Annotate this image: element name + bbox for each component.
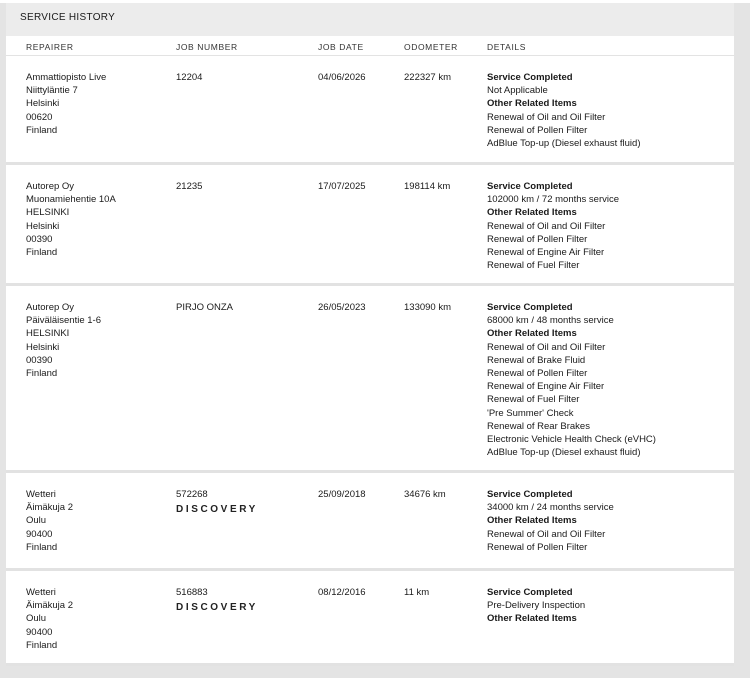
related-item: Renewal of Engine Air Filter [487,247,605,259]
table-body [6,56,734,666]
related-items-heading: Other Related Items [487,613,577,625]
service-completed-heading: Service Completed [487,587,573,598]
odometer-cell [404,71,487,84]
service-history-panel [6,3,734,660]
repairer-address-line: 00390 [26,354,53,366]
service-completed-value: 102000 km / 72 months service [487,194,620,206]
repairer-address-line: 90400 [26,626,53,638]
service-completed-value: Not Applicable [487,85,548,97]
job-number-cell [176,488,318,516]
details-cell [487,71,732,150]
repairer-address-line: 00390 [26,233,53,245]
job-date: 25/09/2018 [318,489,366,500]
repairer-address-line: HELSINKI [26,207,70,219]
job-number-cell [176,180,318,193]
job-number: PIRJO ONZA [176,302,234,313]
table-row [6,571,734,666]
job-number: 516883 [176,587,208,598]
repairer-address-line: Oulu [26,613,47,625]
odometer-cell [404,586,487,599]
header-details: DETAILS [487,42,526,52]
service-completed-heading: Service Completed [487,72,573,83]
details-cell [487,180,732,272]
repairer-address-line: Oulu [26,515,47,527]
related-item: Renewal of Pollen Filter [487,124,588,136]
job-date-cell [318,586,404,599]
job-number: 12204 [176,72,203,83]
job-number: 572268 [176,489,208,500]
odometer-cell [404,488,487,501]
header-odometer: ODOMETER [404,42,458,52]
related-item: Renewal of Oil and Oil Filter [487,220,606,232]
table-row [6,286,734,473]
repairer-address-line: Wetteri [26,587,56,598]
repairer-address-line: Päiväläisentie 1-6 [26,315,101,327]
service-completed-heading: Service Completed [487,181,573,192]
details-cell [487,488,732,554]
repairer-cell [26,71,176,137]
table-header [6,36,734,56]
related-item: Renewal of Fuel Filter [487,394,580,406]
job-date: 08/12/2016 [318,587,366,598]
job-number-cell [176,586,318,614]
related-item: 'Pre Summer' Check [487,407,574,419]
header-job-number: JOB NUMBER [176,42,238,52]
repairer-address-line: 90400 [26,528,53,540]
job-date: 17/07/2025 [318,181,366,192]
repairer-address-line: Ammattiopisto Live [26,72,107,83]
section-title: SERVICE HISTORY [20,12,116,23]
job-date-cell [318,488,404,501]
job-date: 26/05/2023 [318,302,366,313]
repairer-address-line: Helsinki [26,341,60,353]
odometer-reading: 133090 km [404,302,452,313]
header-job-date: JOB DATE [318,42,364,52]
job-date-cell [318,180,404,193]
odometer-reading: 198114 km [404,181,451,192]
table-row [6,165,734,286]
repairer-address-line: Muonamiehentie 10A [26,194,116,206]
job-number-cell [176,71,318,84]
odometer-cell [404,301,487,314]
related-item: AdBlue Top-up (Diesel exhaust fluid) [487,138,641,150]
details-cell [487,586,732,626]
related-item: Renewal of Oil and Oil Filter [487,528,606,540]
repairer-address-line: Niittyläntie 7 [26,85,78,97]
table-row [6,56,734,165]
header-repairer: REPAIRER [26,42,74,52]
repairer-address-line: Helsinki [26,98,60,110]
job-number-cell [176,301,318,314]
repairer-address-line: HELSINKI [26,328,70,340]
job-date-cell [318,71,404,84]
brand-logo: DISCOVERY [176,504,258,516]
related-items-heading: Other Related Items [487,98,577,110]
details-cell [487,301,732,459]
related-item: Renewal of Brake Fluid [487,354,586,366]
related-item: Renewal of Oil and Oil Filter [487,111,606,123]
related-item: Renewal of Pollen Filter [487,233,588,245]
repairer-address-line: Finland [26,541,58,553]
repairer-address-line: Finland [26,368,58,380]
related-items-heading: Other Related Items [487,515,577,527]
odometer-reading: 222327 km [404,72,452,83]
job-date-cell [318,301,404,314]
repairer-address-line: Autorep Oy [26,181,75,192]
related-item: Renewal of Rear Brakes [487,420,590,432]
repairer-cell [26,488,176,554]
repairer-cell [26,180,176,259]
related-item: Renewal of Engine Air Filter [487,381,605,393]
related-items-heading: Other Related Items [487,207,577,219]
related-item: Renewal of Pollen Filter [487,368,588,380]
related-items-heading: Other Related Items [487,328,577,340]
brand-logo: DISCOVERY [176,602,258,614]
related-item: AdBlue Top-up (Diesel exhaust fluid) [487,447,641,459]
repairer-address-line: Finland [26,124,58,136]
related-item: Renewal of Pollen Filter [487,541,588,553]
service-completed-value: 68000 km / 48 months service [487,315,614,327]
job-date: 04/06/2026 [318,72,366,83]
odometer-cell [404,180,487,193]
related-item: Renewal of Fuel Filter [487,260,580,272]
repairer-address-line: Autorep Oy [26,302,75,313]
repairer-address-line: 00620 [26,111,53,123]
repairer-address-line: Äimäkuja 2 [26,600,73,612]
service-completed-heading: Service Completed [487,489,573,500]
repairer-cell [26,301,176,380]
related-item: Renewal of Oil and Oil Filter [487,341,606,353]
odometer-reading: 34676 km [404,489,446,500]
repairer-address-line: Finland [26,247,58,259]
repairer-address-line: Äimäkuja 2 [26,502,73,514]
repairer-address-line: Wetteri [26,489,56,500]
service-completed-value: 34000 km / 24 months service [487,502,614,514]
repairer-address-line: Finland [26,639,58,651]
service-completed-heading: Service Completed [487,302,573,313]
repairer-address-line: Helsinki [26,220,60,232]
related-item: Electronic Vehicle Health Check (eVHC) [487,434,656,446]
odometer-reading: 11 km [404,587,430,598]
job-number: 21235 [176,181,203,192]
service-completed-value: Pre-Delivery Inspection [487,600,586,612]
service-history-table [6,36,734,666]
repairer-cell [26,586,176,652]
table-row [6,473,734,571]
